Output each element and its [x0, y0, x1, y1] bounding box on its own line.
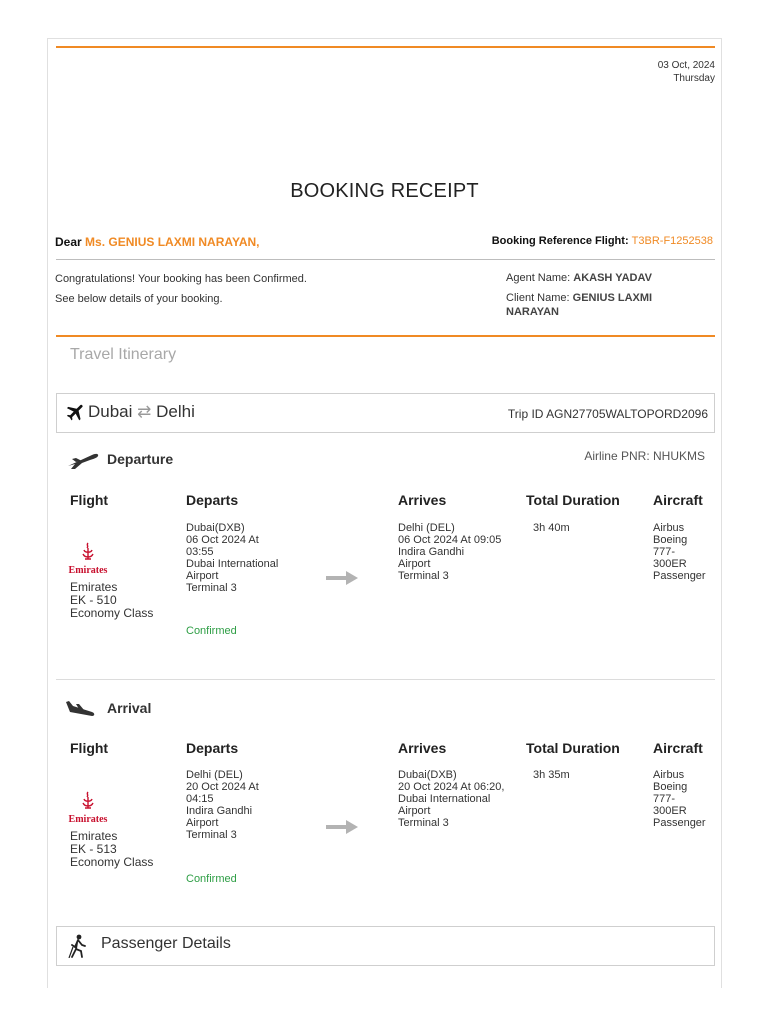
arrives-line: Dubai(DXB) — [398, 769, 457, 781]
arrival-departs-cell — [186, 769, 259, 841]
client-label: Client Name: — [506, 292, 570, 304]
aircraft-line: 300ER — [653, 805, 687, 817]
arrival-status: Confirmed — [186, 873, 237, 885]
departure-status: Confirmed — [186, 625, 237, 637]
message-line-2: See below details of your booking. — [55, 293, 223, 305]
col-flight-header: Flight — [70, 492, 109, 508]
aircraft-line: Airbus — [653, 522, 685, 534]
aircraft-line: 777- — [653, 546, 676, 558]
aircraft-line: 300ER — [653, 558, 687, 570]
departs-line: 03:55 — [186, 546, 214, 558]
landing-icon — [64, 698, 96, 723]
aircraft-line: Passenger — [653, 570, 706, 582]
col-departs-header: Departs — [186, 492, 239, 508]
route-from: Dubai — [88, 402, 133, 421]
col-aircraft-header: Aircraft — [653, 740, 703, 756]
emirates-logo — [68, 791, 108, 825]
agent-label: Agent Name: — [506, 272, 571, 284]
departs-line: Airport — [186, 570, 219, 582]
departs-line: 04:15 — [186, 793, 214, 805]
itinerary-divider — [56, 335, 715, 337]
client-name: GENIUS LAXMI NARAYAN — [506, 292, 653, 318]
dear-label: Dear — [55, 235, 82, 249]
airline-name: Emirates — [70, 580, 118, 594]
flight-number: EK - 510 — [70, 593, 117, 607]
departure-arrives-cell — [398, 522, 501, 582]
departure-duration: 3h 40m — [533, 522, 570, 534]
receipt-card — [47, 38, 722, 988]
arrival-duration: 3h 35m — [533, 769, 570, 781]
airplane-icon — [65, 401, 87, 428]
arrival-flight-info — [70, 830, 153, 869]
passenger-details-title: Passenger Details — [101, 935, 231, 952]
col-duration-header: Total Duration — [526, 740, 620, 756]
col-arrives-header: Arrives — [398, 740, 447, 756]
aircraft-line: 777- — [653, 793, 676, 805]
arrives-line: Terminal 3 — [398, 817, 449, 829]
arrival-arrives-cell — [398, 769, 504, 829]
departure-departs-cell — [186, 522, 278, 594]
greeting — [55, 235, 260, 249]
col-flight-header: Flight — [70, 740, 109, 756]
departs-line: Dubai International — [186, 558, 279, 570]
departs-line: Terminal 3 — [186, 582, 237, 594]
col-arrives-header: Arrives — [398, 492, 447, 508]
aircraft-line: Boeing — [653, 781, 688, 793]
col-duration-header: Total Duration — [526, 492, 620, 508]
receipt-date — [658, 59, 715, 85]
arrives-line: 20 Oct 2024 At 06:20, — [398, 781, 505, 793]
departs-line: 06 Oct 2024 At — [186, 534, 259, 546]
departs-line: Delhi (DEL) — [186, 769, 243, 781]
departs-line: Indira Gandhi — [186, 805, 253, 817]
departure-aircraft-cell — [653, 522, 706, 582]
departs-line: 20 Oct 2024 At — [186, 781, 259, 793]
aircraft-line: Airbus — [653, 769, 685, 781]
arrives-line: 06 Oct 2024 At 09:05 — [398, 534, 502, 546]
arrives-line: Dubai International — [398, 793, 491, 805]
departs-line: Terminal 3 — [186, 829, 237, 841]
arrives-line: Delhi (DEL) — [398, 522, 455, 534]
route-to: Delhi — [156, 402, 195, 421]
confirmation-message — [55, 269, 307, 309]
airline-name: Emirates — [70, 829, 118, 843]
booking-reference — [492, 235, 713, 247]
departure-title: Departure — [107, 451, 174, 467]
emirates-logo-text: Emirates — [68, 565, 108, 576]
section-divider — [56, 679, 715, 680]
top-divider — [56, 46, 715, 48]
arrival-aircraft-cell — [653, 769, 706, 829]
right-arrow-icon — [326, 571, 358, 590]
walking-person-icon — [67, 934, 89, 963]
emirates-logo — [68, 542, 108, 576]
swap-arrows-icon: ⇄ — [137, 402, 152, 421]
aircraft-line: Passenger — [653, 817, 706, 829]
departs-line: Airport — [186, 817, 219, 829]
col-departs-header: Departs — [186, 740, 239, 756]
trip-id: Trip ID AGN27705WALTOPORD2096 — [507, 407, 708, 421]
booking-ref-label: Booking Reference Flight: — [491, 235, 629, 247]
passenger-details-box — [56, 926, 715, 966]
departs-line: Dubai(DXB) — [186, 522, 245, 534]
route — [88, 402, 195, 422]
airline-pnr: Airline PNR: NHUKMS — [584, 449, 705, 463]
itinerary-title: Travel Itinerary — [70, 346, 177, 363]
date-text: 03 Oct, 2024 — [657, 60, 715, 71]
arrival-title: Arrival — [107, 700, 152, 716]
booking-ref-value: T3BR-F1252538 — [631, 235, 713, 247]
agent-name: AKASH YADAV — [573, 272, 652, 284]
cabin-class: Economy Class — [70, 606, 154, 620]
flight-number: EK - 513 — [70, 842, 117, 856]
arrives-line: Airport — [398, 558, 431, 570]
agent-info — [506, 271, 716, 319]
page-title: BOOKING RECEIPT — [290, 180, 479, 202]
takeoff-icon — [62, 449, 100, 476]
arrives-line: Terminal 3 — [398, 570, 449, 582]
customer-name: Ms. GENIUS LAXMI NARAYAN, — [85, 235, 260, 249]
aircraft-line: Boeing — [653, 534, 688, 546]
route-box — [56, 393, 715, 433]
message-line-1: Congratulations! Your booking has been Confirmed. — [55, 273, 307, 285]
arrives-line: Indira Gandhi — [398, 546, 465, 558]
cabin-class: Economy Class — [70, 855, 154, 869]
departure-flight-info — [70, 581, 153, 620]
greeting-divider — [56, 259, 715, 260]
arrives-line: Airport — [398, 805, 431, 817]
weekday-text: Thursday — [673, 73, 715, 84]
emirates-logo-text: Emirates — [68, 814, 108, 825]
col-aircraft-header: Aircraft — [653, 492, 703, 508]
right-arrow-icon — [326, 820, 358, 839]
